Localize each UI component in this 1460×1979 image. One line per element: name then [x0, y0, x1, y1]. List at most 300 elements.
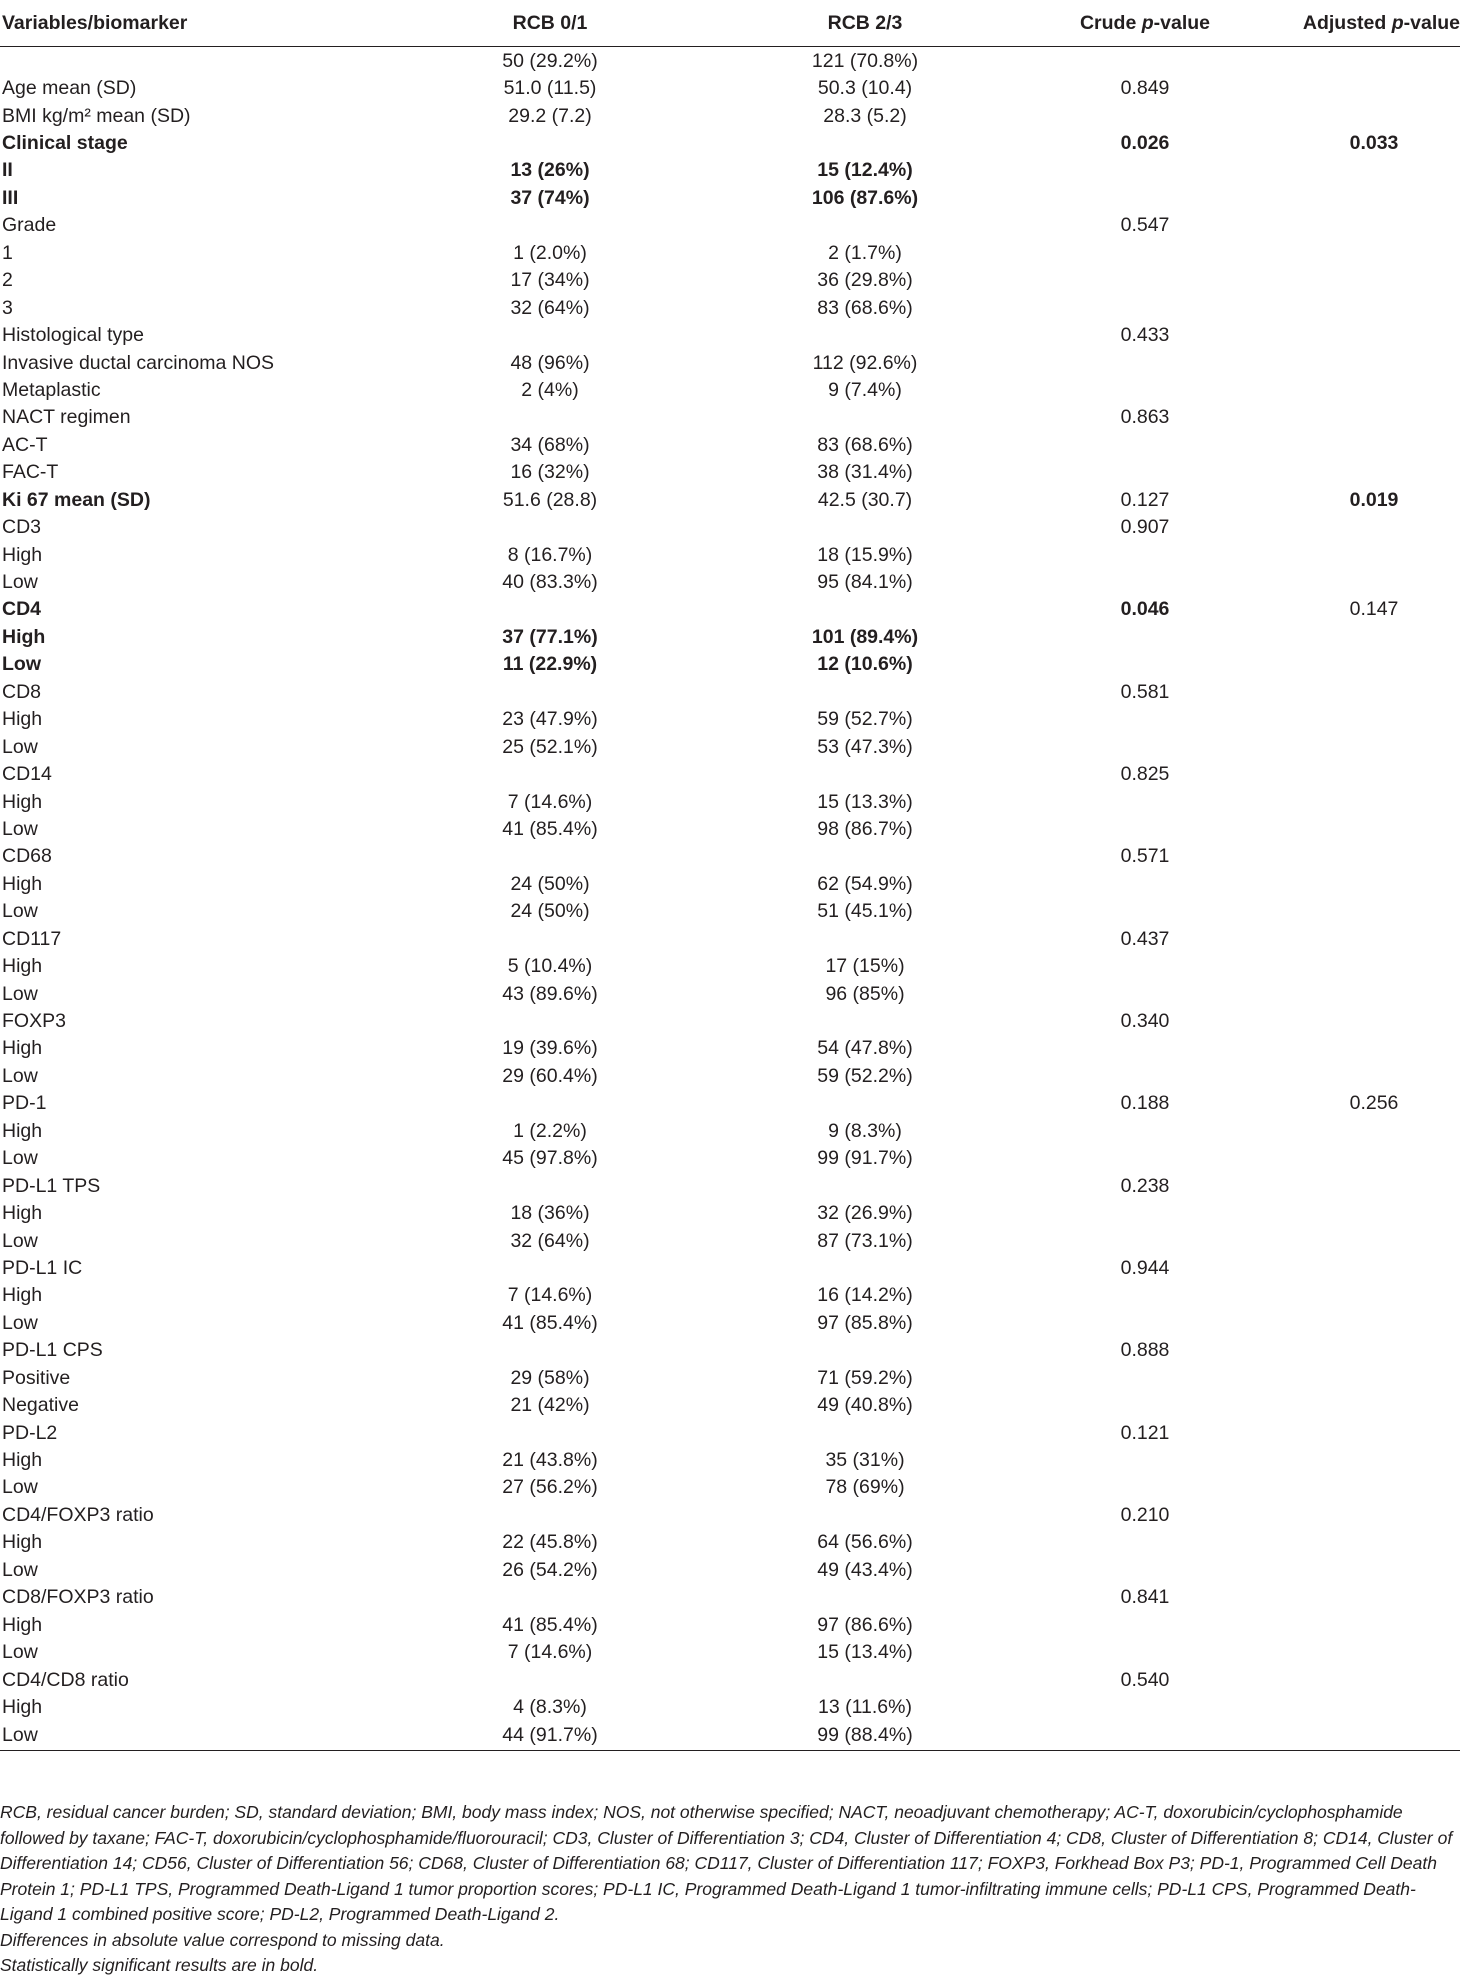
row-label: CD117: [2, 927, 62, 950]
cell-rcb01: [400, 760, 700, 787]
cell-rcb01: 29 (58%): [510, 1366, 590, 1389]
cell-rcb23: 35 (31%): [825, 1449, 905, 1472]
cell-rcb01: [400, 843, 700, 870]
cell-rcb01: [400, 1337, 700, 1364]
cell-rcb01: 16 (32%): [510, 461, 590, 484]
cell-rcb23: [700, 212, 1000, 239]
cell-adjusted-p: [1250, 513, 1460, 540]
cell-adjusted-p: [1250, 1556, 1460, 1583]
cell-rcb23: 83 (68.6%): [817, 433, 913, 456]
table-row: [0, 1474, 1460, 1501]
cell-rcb23: 99 (88.4%): [700, 1721, 1000, 1751]
header-crude-p-letter: p: [1141, 11, 1154, 34]
row-label: High: [2, 1531, 43, 1554]
table-row: [0, 267, 1460, 294]
row-label: II: [2, 159, 13, 182]
cell-rcb01: 51.0 (11.5): [503, 77, 597, 100]
cell-crude-p: [1000, 623, 1250, 650]
cell-rcb01: 37 (77.1%): [502, 625, 598, 648]
table-row: [0, 1062, 1460, 1089]
cell-rcb23: 112 (92.6%): [812, 351, 918, 374]
cell-rcb01: 22 (45.8%): [502, 1531, 598, 1554]
cell-rcb01: 19 (39.6%): [502, 1037, 598, 1060]
cell-crude-p: [1000, 1309, 1250, 1336]
cell-crude-p: 0.547: [1120, 214, 1170, 237]
cell-adjusted-p: [1250, 980, 1460, 1007]
cell-adjusted-p: [1250, 1062, 1460, 1089]
table-row: [0, 1611, 1460, 1638]
table-row: [0, 678, 1460, 705]
header-adjusted-p: [1250, 0, 1460, 47]
cell-rcb01: 32 (64%): [510, 1229, 590, 1252]
cell-rcb23: [700, 596, 1000, 623]
table-header: [0, 0, 1460, 47]
cell-rcb23: [700, 1090, 1000, 1117]
table-row: [0, 870, 1460, 897]
table-row: [0, 349, 1460, 376]
cell-rcb01: [400, 1090, 700, 1117]
cell-rcb23: [700, 1007, 1000, 1034]
cell-adjusted-p: [1250, 157, 1460, 184]
cell-rcb23: 49 (43.4%): [817, 1558, 913, 1581]
cell-rcb23: 95 (84.1%): [817, 571, 913, 594]
row-label: High: [2, 543, 43, 566]
table-row: [0, 486, 1460, 513]
cell-adjusted-p: [1250, 733, 1460, 760]
row-label: 1: [2, 241, 13, 264]
cell-rcb01: [400, 1007, 700, 1034]
cell-crude-p: [1000, 1391, 1250, 1418]
cell-crude-p: [1000, 870, 1250, 897]
cell-rcb01: 18 (36%): [510, 1202, 590, 1225]
table-row: [0, 898, 1460, 925]
cell-adjusted-p: [1250, 1035, 1460, 1062]
cell-rcb23: [700, 925, 1000, 952]
header-adj-suffix: -value: [1403, 11, 1460, 34]
cell-adjusted-p: [1250, 431, 1460, 458]
cell-rcb01: [400, 678, 700, 705]
row-label: Age mean (SD): [2, 77, 137, 100]
cell-adjusted-p: [1250, 788, 1460, 815]
cell-crude-p: [1000, 1693, 1250, 1720]
cell-rcb23: 97 (86.6%): [817, 1613, 913, 1636]
cell-crude-p: 0.127: [1120, 488, 1170, 511]
cell-adjusted-p: [1250, 1145, 1460, 1172]
table-row: [0, 706, 1460, 733]
row-label: CD4/FOXP3 ratio: [2, 1503, 154, 1526]
cell-crude-p: 0.841: [1120, 1586, 1170, 1609]
cell-rcb23: 59 (52.2%): [817, 1064, 913, 1087]
row-label: High: [2, 1695, 43, 1718]
cell-adjusted-p: [1250, 1446, 1460, 1473]
cell-rcb01: 41 (85.4%): [502, 817, 598, 840]
cell-rcb23: [700, 1419, 1000, 1446]
cell-rcb23: [700, 843, 1000, 870]
cell-rcb23: 42.5 (30.7): [817, 488, 913, 511]
row-label: CD3: [2, 516, 42, 539]
table-row: [0, 541, 1460, 568]
cell-rcb23: 121 (70.8%): [811, 49, 919, 72]
row-label: NACT regimen: [2, 406, 131, 429]
table-row: [0, 1693, 1460, 1720]
row-label: Low: [2, 1558, 38, 1581]
cell-rcb23: 64 (56.6%): [817, 1531, 913, 1554]
cell-rcb23: [700, 760, 1000, 787]
cell-crude-p: [1000, 1227, 1250, 1254]
cell-rcb23: 9 (7.4%): [828, 378, 902, 401]
table-row: [0, 239, 1460, 266]
table-row: [0, 1501, 1460, 1528]
cell-adjusted-p: [1250, 898, 1460, 925]
table-row: [0, 74, 1460, 101]
cell-crude-p: 0.026: [1120, 132, 1170, 155]
cell-adjusted-p: [1250, 321, 1460, 348]
cell-rcb01: 17 (34%): [510, 269, 590, 292]
cell-rcb01: 26 (54.2%): [502, 1558, 598, 1581]
cell-adjusted-p: [1250, 376, 1460, 403]
cell-adjusted-p: [1250, 1584, 1460, 1611]
cell-crude-p: [1000, 1611, 1250, 1638]
cell-rcb01: 43 (89.6%): [502, 982, 598, 1005]
table-row: [0, 1638, 1460, 1665]
row-label: High: [2, 955, 43, 978]
cell-rcb01: 21 (43.8%): [502, 1449, 598, 1472]
cell-rcb23: 32 (26.9%): [817, 1202, 913, 1225]
table-row: [0, 788, 1460, 815]
cell-adjusted-p: [1250, 239, 1460, 266]
cell-adjusted-p: [1250, 459, 1460, 486]
cell-crude-p: 0.121: [1120, 1421, 1170, 1444]
cell-adjusted-p: [1250, 925, 1460, 952]
cell-rcb23: 99 (91.7%): [817, 1147, 913, 1170]
cell-crude-p: [1000, 157, 1250, 184]
cell-rcb23: 16 (14.2%): [817, 1284, 913, 1307]
footnote-missing-data: Differences in absolute value correspond to missing data.: [0, 1929, 445, 1950]
table-footnotes: [0, 1800, 1460, 1979]
row-label: Low: [2, 571, 38, 594]
cell-rcb23: 59 (52.7%): [817, 708, 913, 731]
header-crude-prefix: Crude: [1079, 11, 1142, 34]
cell-rcb23: 13 (11.6%): [818, 1695, 912, 1718]
cell-rcb23: [700, 404, 1000, 431]
row-label: [0, 47, 400, 75]
row-label: Low: [2, 1147, 38, 1170]
table-row: [0, 1391, 1460, 1418]
cell-adjusted-p: [1250, 1638, 1460, 1665]
row-label: III: [2, 186, 19, 209]
row-label: Low: [0, 1721, 400, 1751]
cell-rcb01: 41 (85.4%): [502, 1613, 598, 1636]
cell-rcb23: [700, 321, 1000, 348]
cell-adjusted-p: [1250, 74, 1460, 101]
cell-adjusted-p: [1250, 678, 1460, 705]
table-row: [0, 1090, 1460, 1117]
cell-adjusted-p: 0.033: [1349, 132, 1399, 155]
cell-adjusted-p: [1250, 1227, 1460, 1254]
row-label: PD-1: [2, 1092, 47, 1115]
table-row: [0, 1227, 1460, 1254]
cell-adjusted-p: [1250, 184, 1460, 211]
table-row: [0, 1309, 1460, 1336]
cell-crude-p: 0.944: [1120, 1256, 1170, 1279]
table-row: [0, 1446, 1460, 1473]
row-label: High: [2, 1613, 43, 1636]
row-label: FOXP3: [2, 1010, 66, 1033]
cell-rcb01: 51.6 (28.8): [502, 488, 598, 511]
cell-crude-p: [1000, 733, 1250, 760]
cell-rcb01: 4 (8.3%): [513, 1695, 587, 1718]
cell-rcb23: [700, 678, 1000, 705]
cell-rcb01: [400, 212, 700, 239]
table-row: [0, 815, 1460, 842]
header-variable: Variables/biomarker: [0, 0, 400, 47]
cell-crude-p: [1000, 1364, 1250, 1391]
table-row: [0, 1584, 1460, 1611]
cell-crude-p: [1000, 1474, 1250, 1501]
row-label: BMI kg/m² mean (SD): [2, 104, 191, 127]
cell-crude-p: [1000, 1446, 1250, 1473]
cell-rcb01: 5 (10.4%): [507, 955, 593, 978]
cell-adjusted-p: 0.256: [1349, 1092, 1399, 1115]
table-row: [0, 568, 1460, 595]
cell-rcb23: 71 (59.2%): [817, 1366, 913, 1389]
cell-rcb23: 2 (1.7%): [828, 241, 902, 264]
cell-crude-p: 0.433: [1120, 324, 1170, 347]
cell-rcb01: 2 (4%): [521, 378, 579, 401]
table-row: [0, 623, 1460, 650]
cell-rcb23: 15 (13.3%): [817, 790, 913, 813]
table-row: [0, 925, 1460, 952]
row-label: CD4: [2, 598, 42, 621]
cell-rcb23: 51 (45.1%): [817, 900, 913, 923]
cell-adjusted-p: [1250, 267, 1460, 294]
row-label: High: [2, 1449, 43, 1472]
cell-crude-p: 0.046: [1120, 598, 1170, 621]
cell-rcb01: 23 (47.9%): [502, 708, 598, 731]
cell-rcb23: 15 (13.4%): [817, 1641, 913, 1664]
cell-adjusted-p: [1250, 1693, 1460, 1720]
cell-crude-p: [1000, 102, 1250, 129]
cell-adjusted-p: [1250, 541, 1460, 568]
table-row: [0, 294, 1460, 321]
table-row: [0, 1364, 1460, 1391]
cell-rcb01: [400, 404, 700, 431]
cell-rcb01: [400, 1666, 700, 1693]
cell-rcb23: [700, 129, 1000, 156]
row-label: PD-L2: [2, 1421, 58, 1444]
table-row: [0, 184, 1460, 211]
cell-adjusted-p: [1250, 1529, 1460, 1556]
cell-adjusted-p: [1250, 349, 1460, 376]
cell-rcb23: 12 (10.6%): [817, 653, 913, 676]
cell-adjusted-p: [1250, 1611, 1460, 1638]
table-row: [0, 1199, 1460, 1226]
cell-rcb23: [700, 1584, 1000, 1611]
cell-adjusted-p: [1250, 760, 1460, 787]
row-label: Low: [2, 1064, 38, 1087]
cell-crude-p: [1000, 651, 1250, 678]
table-row: [0, 760, 1460, 787]
cell-rcb01: [400, 925, 700, 952]
table-row: [0, 459, 1460, 486]
table-row: [0, 376, 1460, 403]
cell-crude-p: [1000, 898, 1250, 925]
cell-crude-p: [1000, 568, 1250, 595]
header-crude-suffix: -value: [1153, 11, 1211, 34]
cell-rcb01: 7 (14.6%): [507, 1641, 593, 1664]
cell-rcb01: [400, 1419, 700, 1446]
cell-rcb01: 32 (64%): [510, 296, 590, 319]
table-row: [0, 952, 1460, 979]
cell-adjusted-p: [1250, 47, 1460, 75]
cell-crude-p: 0.581: [1120, 680, 1170, 703]
table-row: [0, 1035, 1460, 1062]
row-label: High: [2, 1202, 43, 1225]
table-row: [0, 596, 1460, 623]
cell-adjusted-p: [1250, 404, 1460, 431]
cell-crude-p: [1000, 1062, 1250, 1089]
cell-adjusted-p: [1250, 1419, 1460, 1446]
row-label: High: [2, 1119, 43, 1142]
cell-adjusted-p: [1250, 1721, 1460, 1751]
row-label: High: [2, 708, 43, 731]
cell-crude-p: [1000, 349, 1250, 376]
cell-adjusted-p: [1250, 568, 1460, 595]
cell-crude-p: [1000, 706, 1250, 733]
header-row: [0, 0, 1460, 47]
row-label: Positive: [2, 1366, 71, 1389]
cell-crude-p: [1000, 239, 1250, 266]
table-row: [0, 321, 1460, 348]
cell-rcb23: 54 (47.8%): [817, 1037, 913, 1060]
cell-rcb01: 21 (42%): [510, 1394, 590, 1417]
cell-crude-p: 0.571: [1120, 845, 1170, 868]
row-label: Low: [2, 653, 41, 676]
table-row: [0, 102, 1460, 129]
table-row: [0, 1529, 1460, 1556]
cell-adjusted-p: [1250, 212, 1460, 239]
table-row: [0, 980, 1460, 1007]
cell-adjusted-p: [1250, 1501, 1460, 1528]
table-row: [0, 129, 1460, 156]
cell-crude-p: [1000, 1638, 1250, 1665]
cell-rcb23: [700, 1501, 1000, 1528]
cell-adjusted-p: 0.019: [1349, 488, 1399, 511]
cell-adjusted-p: [1250, 1337, 1460, 1364]
cell-rcb01: 25 (52.1%): [502, 735, 598, 758]
table-body: [0, 47, 1460, 1751]
cell-crude-p: 0.210: [1120, 1503, 1170, 1526]
cell-rcb01: 50 (29.2%): [502, 49, 598, 72]
cell-crude-p: [1000, 1199, 1250, 1226]
header-adj-prefix: Adjusted: [1302, 11, 1392, 34]
row-label: High: [2, 1037, 43, 1060]
footnote-significance: Statistically significant results are in bold.: [0, 1955, 319, 1975]
header-adj-p-letter: p: [1391, 11, 1404, 34]
row-label: CD8/FOXP3 ratio: [2, 1586, 154, 1609]
cell-crude-p: 0.340: [1120, 1010, 1170, 1033]
cell-rcb01: 37 (74%): [510, 186, 590, 209]
cell-adjusted-p: [1250, 815, 1460, 842]
table-row: [0, 212, 1460, 239]
row-label: High: [2, 790, 43, 813]
row-label: Low: [2, 735, 38, 758]
cell-rcb23: [700, 513, 1000, 540]
cell-adjusted-p: [1250, 1474, 1460, 1501]
cell-crude-p: [1000, 431, 1250, 458]
cell-rcb01: 34 (68%): [510, 433, 590, 456]
row-label: Invasive ductal carcinoma NOS: [2, 351, 275, 374]
cell-rcb01: 45 (97.8%): [502, 1147, 598, 1170]
row-label: Low: [2, 1229, 38, 1252]
table-row: [0, 1117, 1460, 1144]
cell-crude-p: [1000, 294, 1250, 321]
cell-rcb23: 36 (29.8%): [817, 269, 913, 292]
cell-rcb23: 53 (47.3%): [817, 735, 913, 758]
row-label: Clinical stage: [2, 132, 128, 155]
cell-crude-p: 0.907: [1120, 516, 1170, 539]
cell-adjusted-p: [1250, 1254, 1460, 1281]
cell-rcb01: 48 (96%): [510, 351, 590, 374]
table-row: [0, 1337, 1460, 1364]
cell-rcb01: 27 (56.2%): [502, 1476, 598, 1499]
row-label: FAC-T: [2, 461, 59, 484]
row-label: AC-T: [2, 433, 48, 456]
row-label: PD-L1 TPS: [2, 1174, 101, 1197]
row-label: PD-L1 CPS: [2, 1339, 103, 1362]
cell-rcb23: 96 (85%): [825, 982, 905, 1005]
cell-rcb23: 83 (68.6%): [817, 296, 913, 319]
cell-rcb23: 87 (73.1%): [817, 1229, 913, 1252]
table-row: [0, 843, 1460, 870]
cell-rcb01: 7 (14.6%): [507, 790, 593, 813]
cell-rcb01: 29 (60.4%): [502, 1064, 598, 1087]
cell-rcb23: 78 (69%): [825, 1476, 905, 1499]
cell-crude-p: [1000, 788, 1250, 815]
cell-rcb01: 1 (2.2%): [513, 1119, 587, 1142]
cell-crude-p: [1000, 1117, 1250, 1144]
table-row: [0, 651, 1460, 678]
row-label: Low: [2, 982, 38, 1005]
cell-adjusted-p: [1250, 1666, 1460, 1693]
cell-adjusted-p: [1250, 870, 1460, 897]
header-rcb01: RCB 0/1: [400, 0, 700, 47]
row-label: Low: [2, 900, 38, 923]
cell-crude-p: [1000, 1721, 1250, 1751]
cell-crude-p: 0.863: [1120, 406, 1170, 429]
row-label: Negative: [2, 1394, 79, 1417]
cell-rcb23: 101 (89.4%): [811, 625, 919, 648]
cell-rcb01: 8 (16.7%): [507, 543, 593, 566]
cell-adjusted-p: [1250, 1172, 1460, 1199]
cell-rcb23: 28.3 (5.2): [823, 104, 907, 127]
table-row: [0, 47, 1460, 75]
cell-crude-p: 0.238: [1120, 1174, 1170, 1197]
cell-crude-p: [1000, 1035, 1250, 1062]
row-label: Metaplastic: [2, 378, 101, 401]
table-row: [0, 431, 1460, 458]
row-label: Low: [2, 1641, 38, 1664]
cell-crude-p: [1000, 376, 1250, 403]
row-label: High: [2, 872, 43, 895]
row-label: Low: [2, 1311, 38, 1334]
cell-adjusted-p: [1250, 651, 1460, 678]
cell-rcb01: 13 (26%): [510, 159, 590, 182]
cell-rcb23: 106 (87.6%): [811, 186, 919, 209]
cell-adjusted-p: [1250, 1364, 1460, 1391]
table-row: [0, 1172, 1460, 1199]
cell-adjusted-p: [1250, 623, 1460, 650]
